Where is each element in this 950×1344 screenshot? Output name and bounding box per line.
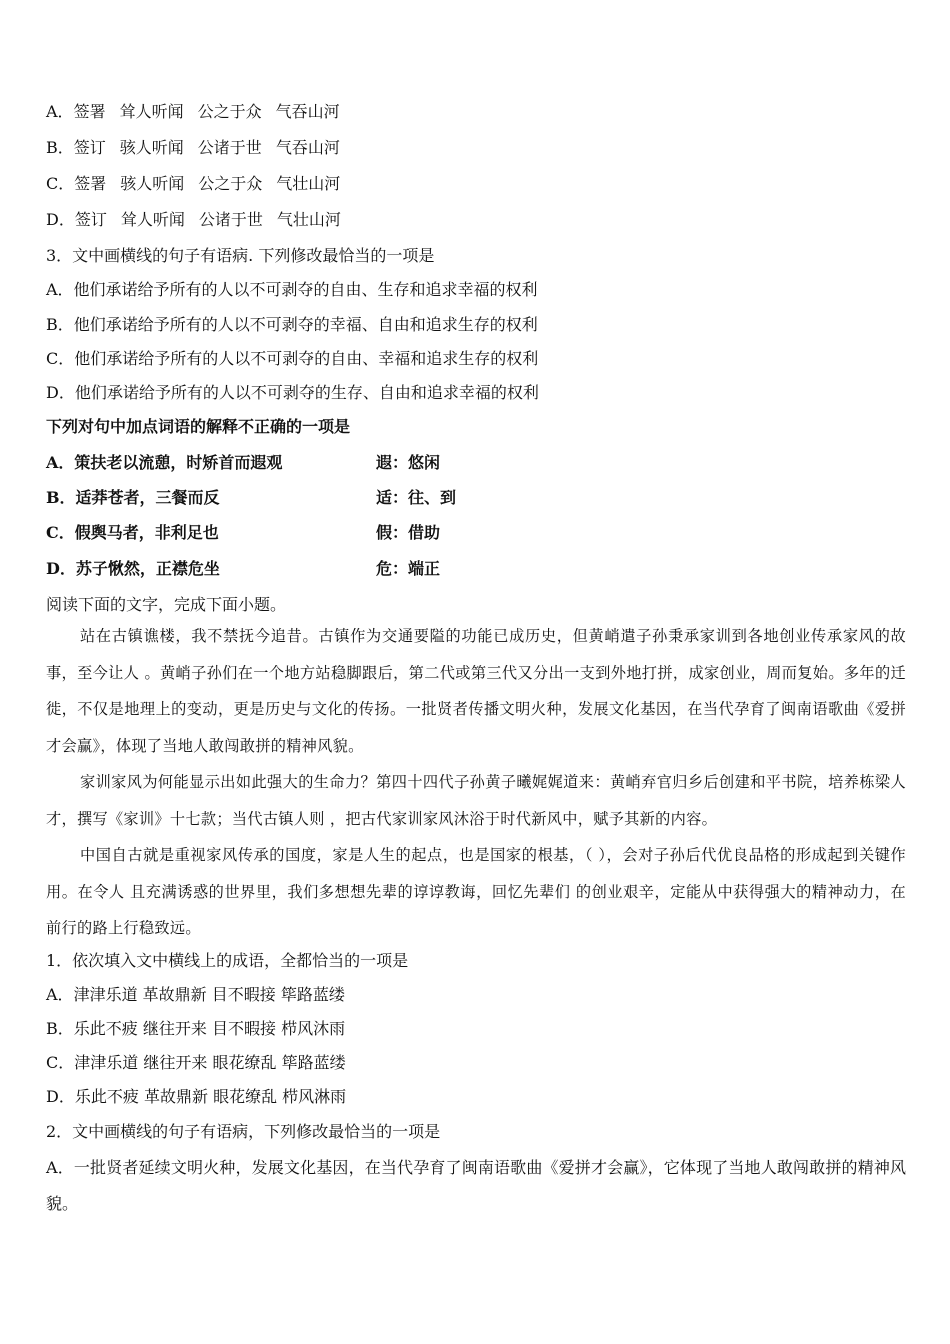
q2b-option-a: A．一批贤者延续文明火种，发展文化基因，在当代孕育了闽南语歌曲《爱拼才会赢》，它体现了当地人敢闯敢拼的精神风貌。 [46, 1158, 906, 1213]
option-word: 气壮山河 [276, 174, 341, 193]
option-word: 公之于众 [198, 174, 263, 193]
option-word: 签署 [74, 174, 107, 193]
q1-stem: 1．依次填入文中横线上的成语，全都恰当的一项是 [46, 951, 409, 970]
option-word: 津津乐道 [73, 985, 138, 1004]
reading-passage [46, 618, 906, 947]
q1-option-a [46, 985, 345, 1005]
option-word: 耸人听闻 [120, 210, 185, 229]
option-word: 乐此不疲 [73, 1019, 138, 1038]
q2-option-b [46, 138, 340, 158]
option-sentence: C．假舆马者，非利足也 [46, 523, 219, 542]
q2-option-d [46, 210, 341, 230]
q3-option-c: C．他们承诺给予所有的人以不可剥夺的自由、幸福和追求生存的权利 [46, 349, 539, 368]
option-word: 继往开来 [142, 1019, 207, 1038]
option-gloss: 危：端正 [376, 559, 441, 578]
option-word: 公之于众 [197, 102, 262, 121]
option-sentence: D．苏子愀然，正襟危坐 [46, 559, 220, 578]
option-sentence: B．适莽苍者，三餐而反 [46, 488, 220, 507]
option-word: 津津乐道 [74, 1053, 139, 1072]
option-gloss: 适：往、到 [376, 488, 457, 507]
q2-option-c [46, 174, 340, 194]
passage-paragraph: 家训家风为何能显示出如此强大的生命力？第四十四代子孙黄子曦娓娓道来：黄峭弃官归乡后创建和平书院，培养栋梁人才，撰写《家训》十七款；当代古镇人则 ，把古代家训家风沐浴于时代新风中，赋予其新的内容。 [46, 773, 906, 828]
word-question-option-a [46, 453, 906, 473]
option-word: 骇人听闻 [119, 138, 184, 157]
q3-option-a: A．他们承诺给予所有的人以不可剥夺的自由、生存和追求幸福的权利 [46, 280, 538, 299]
word-question-option-d [46, 559, 906, 579]
word-question-stem: 下列对句中加点词语的解释不正确的一项是 [46, 417, 351, 436]
option-word: 眼花缭乱 [212, 1053, 277, 1072]
word-question-option-c [46, 523, 906, 543]
option-word: 革故鼎新 [142, 985, 207, 1004]
option-word: 革故鼎新 [143, 1087, 208, 1106]
q2-option-a [46, 102, 340, 122]
option-word: 签署 [73, 102, 106, 121]
option-word: 气吞山河 [275, 102, 340, 121]
option-letter: D． [46, 1087, 75, 1106]
option-letter: B． [46, 1019, 74, 1038]
option-word: 栉风淋雨 [282, 1087, 347, 1106]
q3-stem: 3．文中画横线的句子有语病. 下列修改最恰当的一项是 [46, 246, 435, 265]
passage-paragraph: 中国自古就是重视家风传承的国度，家是人生的起点，也是国家的根基，（ ），会对子孙后代优良品格的形成起到关键作用。在令人 且充满诱惑的世界里，我们多想想先辈的谆谆教诲，回忆先辈们 的创业艰辛，定能从中获得强大的精神动力，在前行的路上行稳致远。 [46, 846, 906, 937]
option-word: 栉风沐雨 [281, 1019, 346, 1038]
option-word: 公诸于世 [197, 138, 262, 157]
q2b-stem: 2．文中画横线的句子有语病，下列修改最恰当的一项是 [46, 1122, 441, 1141]
option-word: 眼花缭乱 [213, 1087, 278, 1106]
option-word: 乐此不疲 [74, 1087, 139, 1106]
option-letter: A． [46, 102, 74, 121]
option-word: 筚路蓝缕 [280, 985, 345, 1004]
option-word: 公诸于世 [198, 210, 263, 229]
option-word: 骇人听闻 [120, 174, 185, 193]
q1-option-d [46, 1087, 346, 1107]
word-question-option-b [46, 488, 906, 508]
option-gloss: 假：借助 [376, 523, 441, 542]
option-letter: B． [46, 138, 74, 157]
option-sentence: A．策扶老以流憩，时矫首而遐观 [46, 453, 283, 472]
option-word: 气壮山河 [276, 210, 341, 229]
option-letter: C． [46, 174, 75, 193]
passage-paragraph: 站在古镇谯楼，我不禁抚今追昔。古镇作为交通要隘的功能已成历史，但黄峭遣子孙秉承家训到各地创业传承家风的故事，至今让人 。黄峭子孙们在一个地方站稳脚跟后，第二代或第三代又分出一支到外地打拼，成家创业，周而复始。多年的迁徙，不仅是地理上的变动，更是历史与文化的传扬。一批贤者传播文明火种，发展文化基因，在当代孕育了闽南语歌曲《爱拼才会赢》，体现了当地人敢闯敢拼的精神风貌。 [46, 627, 906, 755]
option-letter: C． [46, 1053, 75, 1072]
option-letter: D． [46, 210, 75, 229]
option-word: 签订 [74, 210, 107, 229]
option-word: 继往开来 [143, 1053, 208, 1072]
option-word: 目不暇接 [211, 985, 276, 1004]
reading-intro: 阅读下面的文字，完成下面小题。 [46, 595, 287, 614]
q3-option-d: D．他们承诺给予所有的人以不可剥夺的生存、自由和追求幸福的权利 [46, 383, 539, 402]
option-word: 耸人听闻 [119, 102, 184, 121]
q1-option-b [46, 1019, 345, 1039]
option-word: 气吞山河 [275, 138, 340, 157]
option-word: 目不暇接 [211, 1019, 276, 1038]
option-gloss: 遐：悠闲 [376, 453, 441, 472]
option-word: 筚路蓝缕 [281, 1053, 346, 1072]
option-word: 签订 [73, 138, 106, 157]
q1-option-c [46, 1053, 346, 1073]
option-letter: A． [46, 985, 74, 1004]
q3-option-b: B．他们承诺给予所有的人以不可剥夺的幸福、自由和追求生存的权利 [46, 315, 538, 334]
